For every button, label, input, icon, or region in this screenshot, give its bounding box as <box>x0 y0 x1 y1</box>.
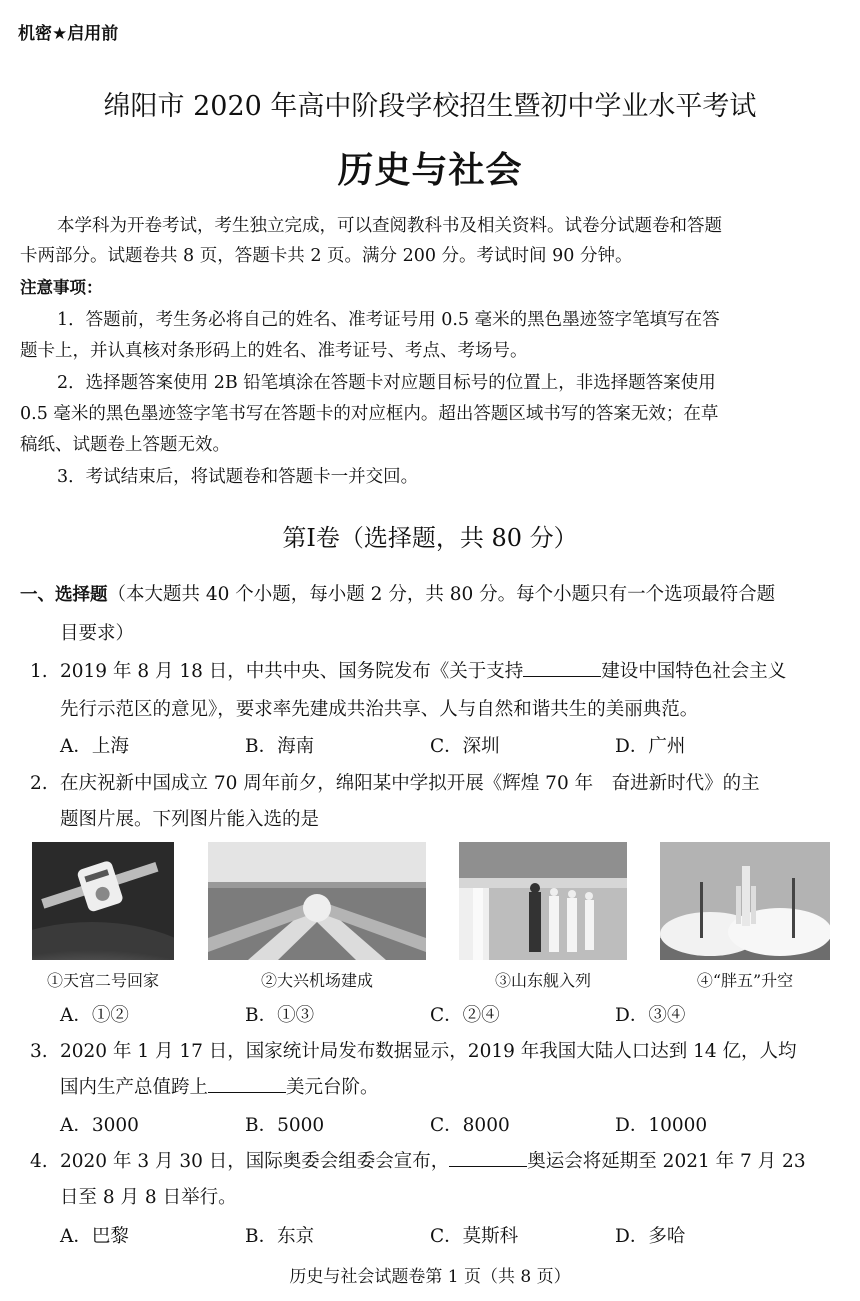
note-2-line-1: 2．选择题答案使用 2B 铅笔填涂在答题卡对应题目标号的位置上，非选择题答案使用 <box>57 373 716 393</box>
subject-title: 历史与社会 <box>337 149 523 191</box>
q2-option-d: D．③④ <box>615 1005 686 1026</box>
q3-option-c: C．8000 <box>430 1115 510 1136</box>
q2-line-2: 题图片展。下列图片能入选的是 <box>60 809 320 830</box>
section-desc-line-1: （本大题共 40 个小题，每小题 2 分，共 80 分。每个小题只有一个选项最符合题 <box>107 584 776 605</box>
q4-number: 4. <box>30 1151 48 1172</box>
rocket-launch-image <box>660 842 830 960</box>
q3-text-a: 国内生产总值跨上 <box>60 1077 209 1098</box>
q2-number: 2. <box>30 773 48 794</box>
q4-option-b: B．东京 <box>245 1226 315 1247</box>
q2-option-b: B．①③ <box>245 1005 315 1026</box>
q2-option-c: C．②④ <box>430 1005 500 1026</box>
q3-number: 3. <box>30 1041 48 1062</box>
photo-shandong-ship <box>459 842 627 960</box>
caption-1: ①天宫二号回家 <box>46 971 159 990</box>
q3-line-1: 2020 年 1 月 17 日，国家统计局发布数据显示，2019 年我国大陆人口达到 14 亿，人均 <box>60 1041 797 1062</box>
q2-line-1: 在庆祝新中国成立 70 周年前夕，绵阳某中学拟开展《辉煌 70 年 奋进新时代》的主 <box>60 773 760 794</box>
note-2-line-2: 0.5 毫米的黑色墨迹签字笔书写在答题卡的对应框内。超出答题区域书写的答案无效；在草 <box>20 404 719 424</box>
confidential-label: 机密★启用前 <box>18 24 119 44</box>
caption-4: ④“胖五”升空 <box>696 971 794 990</box>
section-heading <box>20 576 775 614</box>
q1-line-2: 先行示范区的意见》，要求率先建成共治共享、人与自然和谐共生的美丽典范。 <box>60 699 699 720</box>
q3-text-b: 美元台阶。 <box>286 1077 379 1098</box>
ship-ceremony-image <box>459 842 627 960</box>
note-1-line-1: 1．答题前，考生务必将自己的姓名、准考证号用 0.5 毫米的黑色墨迹签字笔填写在答 <box>57 310 720 330</box>
q3-option-d: D．10000 <box>615 1115 708 1136</box>
q1-text-a: 2019 年 8 月 18 日，中共中央、国务院发布《关于支持 <box>60 661 524 682</box>
page-footer: 历史与社会试题卷第 1 页（共 8 页） <box>289 1267 571 1287</box>
q4-option-d: D．多哈 <box>615 1226 686 1247</box>
q1-option-a: A．上海 <box>60 736 129 757</box>
section-desc-line-2: 目要求） <box>60 623 135 644</box>
q1-option-c: C．深圳 <box>430 736 500 757</box>
q4-line-1 <box>60 1143 806 1181</box>
q2-option-a: A．①② <box>60 1005 129 1026</box>
exam-title: 绵阳市 2020 年高中阶段学校招生暨初中学业水平考试 <box>103 91 757 122</box>
q4-text-b: 奥运会将延期至 2021 年 7 月 23 <box>527 1151 806 1172</box>
photo-long-march-5 <box>660 842 830 960</box>
q4-blank <box>449 1148 527 1167</box>
q1-option-d: D．广州 <box>615 736 686 757</box>
q3-blank <box>208 1074 286 1093</box>
q4-line-2: 日至 8 月 8 日举行。 <box>60 1187 237 1208</box>
q1-blank <box>523 658 601 677</box>
photo-tiangong-2 <box>32 842 174 960</box>
airport-image <box>208 842 426 960</box>
q4-text-a: 2020 年 3 月 30 日，国际奥委会组委会宣布， <box>60 1151 450 1172</box>
q1-text-b: 建设中国特色社会主义 <box>601 661 787 682</box>
q3-option-a: A．3000 <box>60 1115 139 1136</box>
q1-number: 1. <box>30 661 48 682</box>
q1-line-1 <box>60 653 786 691</box>
part-heading: 第Ⅰ卷（选择题，共 80 分） <box>282 524 578 552</box>
note-2-line-3: 稿纸、试题卷上答题无效。 <box>20 435 230 455</box>
caption-3: ③山东舰入列 <box>494 971 591 990</box>
q4-option-c: C．莫斯科 <box>430 1226 519 1247</box>
note-1-line-2: 题卡上，并认真核对条形码上的姓名、准考证号、考点、考场号。 <box>20 341 528 361</box>
tiangong-image <box>32 842 174 960</box>
intro-line-1: 本学科为开卷考试，考生独立完成，可以查阅教科书及相关资料。试卷分试题卷和答题 <box>57 216 722 236</box>
q1-option-b: B．海南 <box>245 736 315 757</box>
q3-line-2 <box>60 1069 379 1107</box>
section-label: 一、选择题 <box>20 585 108 605</box>
photo-daxing-airport <box>208 842 426 960</box>
q4-option-a: A．巴黎 <box>60 1226 129 1247</box>
q3-option-b: B．5000 <box>245 1115 325 1136</box>
caption-2: ②大兴机场建成 <box>260 971 373 990</box>
note-3: 3．考试结束后，将试题卷和答题卡一并交回。 <box>57 467 419 487</box>
notes-heading: 注意事项： <box>20 278 103 297</box>
intro-line-2: 卡两部分。试题卷共 8 页，答题卡共 2 页。满分 200 分。考试时间 90 分钟。 <box>20 246 633 266</box>
